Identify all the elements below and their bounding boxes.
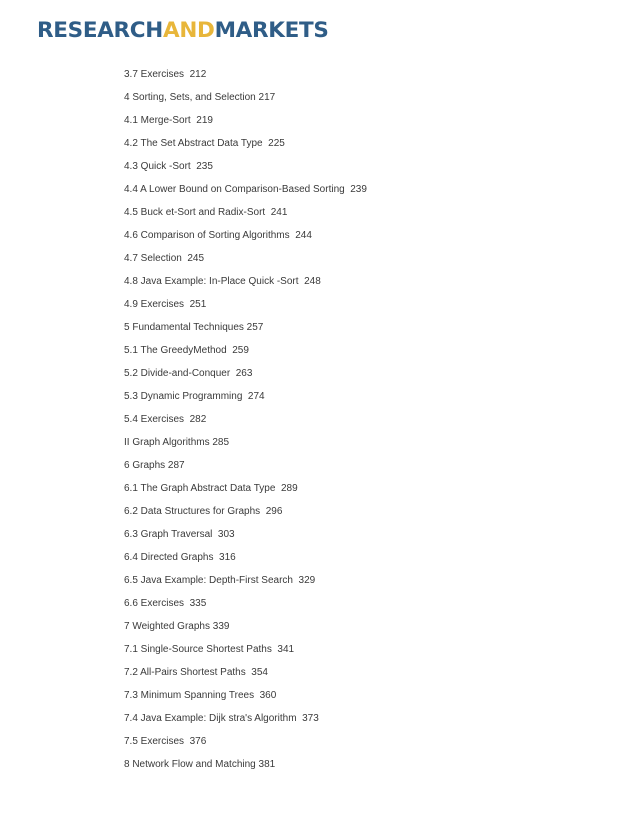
toc-entry: 4.6 Comparison of Sorting Algorithms 244: [124, 230, 312, 241]
toc-entry: 4.7 Selection 245: [124, 253, 205, 264]
toc-entry: 6.2 Data Structures for Graphs 296: [124, 506, 283, 517]
toc-entry: 6.3 Graph Traversal 303: [124, 529, 235, 540]
toc-entry: 7.1 Single-Source Shortest Paths 341: [124, 644, 295, 655]
toc-entry: 5.1 The GreedyMethod 259: [124, 345, 249, 356]
toc-entry: 6 Graphs 287: [124, 460, 185, 471]
logo-markets: MARKETS: [214, 18, 329, 43]
toc-entry: 7.3 Minimum Spanning Trees 360: [124, 690, 277, 701]
toc-entry: 5.3 Dynamic Programming 274: [124, 391, 265, 402]
brand-logo: [37, 17, 329, 45]
toc-entry: 8 Network Flow and Matching 381: [124, 759, 276, 770]
toc-entry: II Graph Algorithms 285: [124, 437, 230, 448]
table-of-contents: [124, 66, 367, 779]
toc-entry: 4 Sorting, Sets, and Selection 217: [124, 92, 276, 103]
toc-entry: 6.4 Directed Graphs 316: [124, 552, 236, 563]
toc-entry: 3.7 Exercises 212: [124, 69, 207, 80]
toc-entry: 4.4 A Lower Bound on Comparison-Based Sorting 239: [124, 184, 367, 195]
toc-entry: 4.3 Quick -Sort 235: [124, 161, 213, 172]
toc-entry: 4.8 Java Example: In-Place Quick -Sort 248: [124, 276, 321, 287]
toc-entry: 6.5 Java Example: Depth-First Search 329: [124, 575, 316, 586]
toc-entry: 4.2 The Set Abstract Data Type 225: [124, 138, 285, 149]
toc-entry: 5 Fundamental Techniques 257: [124, 322, 264, 333]
toc-entry: 7 Weighted Graphs 339: [124, 621, 230, 632]
toc-entry: 5.4 Exercises 282: [124, 414, 207, 425]
toc-entry: 5.2 Divide-and-Conquer 263: [124, 368, 253, 379]
toc-entry: 6.1 The Graph Abstract Data Type 289: [124, 483, 298, 494]
toc-entry: 7.5 Exercises 376: [124, 736, 207, 747]
toc-entry: 4.9 Exercises 251: [124, 299, 207, 310]
toc-entry: 4.5 Buck et-Sort and Radix-Sort 241: [124, 207, 288, 218]
logo-and: AND: [162, 18, 215, 43]
toc-entry: 4.1 Merge-Sort 219: [124, 115, 213, 126]
logo-research: RESEARCH: [37, 18, 163, 43]
toc-entry: 6.6 Exercises 335: [124, 598, 207, 609]
toc-entry: 7.4 Java Example: Dijk stra's Algorithm 373: [124, 713, 319, 724]
toc-entry: 7.2 All-Pairs Shortest Paths 354: [124, 667, 268, 678]
